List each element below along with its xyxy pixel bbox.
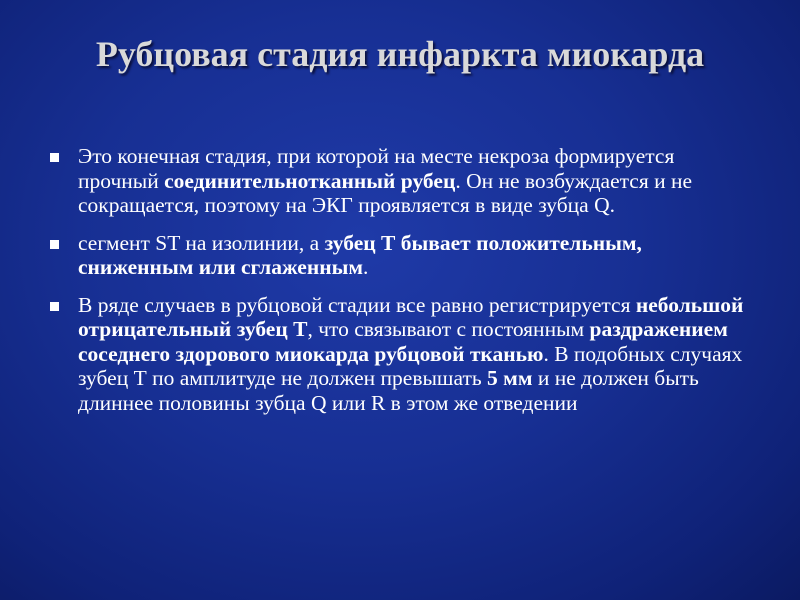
- square-bullet-icon: [50, 240, 59, 249]
- bullet-item-3: [44, 293, 756, 416]
- bullet-item-2: [44, 231, 756, 280]
- bullet-list: [44, 144, 756, 428]
- bullet-text: сегмент ST на изолинии, а зубец Т бывает положительным, сниженным или сглаженным.: [78, 230, 642, 279]
- slide-title: Рубцовая стадия инфаркта миокарда: [95, 34, 705, 74]
- bullet-text: В ряде случаев в рубцовой стадии все равно регистрируется небольшой отрицательный зубец Т, что связывают с постоянным раздражением соседнего здорового миокарда рубцовой тканью. В подобных случаях зубец Т по амплитуде не должен превышать 5 мм и не должен быть длиннее половины зубца Q или R в этом же отведении: [78, 292, 744, 415]
- bullet-item-1: [44, 144, 756, 218]
- bullet-text: Это конечная стадия, при которой на месте некроза формируется прочный соединительнотканный рубец. Он не возбуждается и не сокращается, поэтому на ЭКГ проявляется в виде зубца Q.: [78, 144, 693, 217]
- square-bullet-icon: [50, 302, 59, 311]
- square-bullet-icon: [50, 153, 59, 162]
